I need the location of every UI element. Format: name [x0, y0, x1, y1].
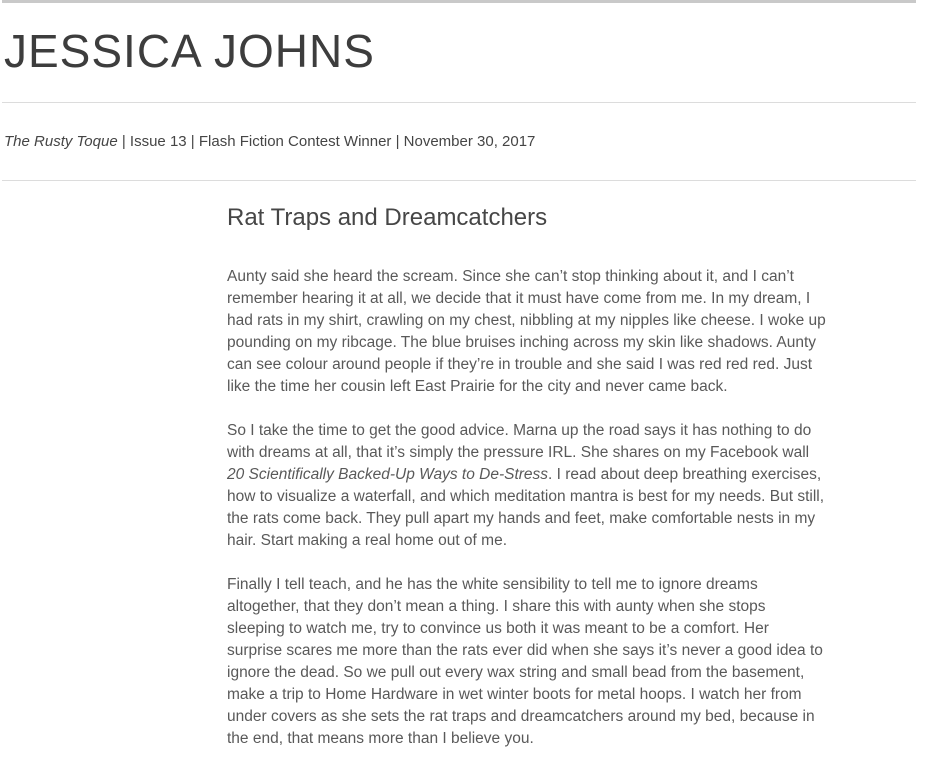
story-paragraph-2 — [227, 420, 827, 552]
story-paragraph-3 — [227, 574, 827, 750]
paragraph-text: . I read about deep breathing exercises, how to visualize a waterfall, and which meditation mantra is best for my needs. But still, the rats come back. They pull apart my hands and feet, make comfortable nests in my hair. Start making a real home out of me. — [227, 465, 825, 549]
publication-meta — [2, 103, 916, 180]
story-body — [227, 266, 827, 750]
site-header — [2, 3, 916, 102]
publication-details: | Issue 13 | Flash Fiction Contest Winner | November 30, 2017 — [117, 132, 536, 150]
meta-divider — [2, 180, 916, 181]
paragraph-text: Finally I tell teach, and he has the white sensibility to tell me to ignore dreams altogether, that they don’t mean a thing. I share this with aunty when she stops sleeping to watch me, try to convince us both it was meant to be a comfort. Her surprise scares me more than the rats ever did when she says it’s never a good idea to ignore the dead. So we pull out every wax string and small bead from the basement, make a trip to Home Hardware in wet winter boots for metal hoops. I watch her from under covers as she sets the rat traps and dreamcatchers around my bed, because in the end, that means more than I believe you. — [227, 575, 823, 747]
paragraph-text: So I take the time to get the good advice. Marna up the road says it has nothing to do with dreams at all, that it’s simply the pressure IRL. She shares on my Facebook wall — [227, 421, 812, 461]
page — [2, 0, 916, 784]
article — [227, 203, 827, 784]
site-title: JESSICA JOHNS — [4, 25, 375, 77]
article-title: Rat Traps and Dreamcatchers — [227, 203, 548, 231]
italicized-article-title-mention: 20 Scientifically Backed-Up Ways to De-Stress — [227, 465, 549, 483]
publication-name: The Rusty Toque — [4, 132, 118, 150]
story-paragraph-1 — [227, 266, 827, 398]
paragraph-text: Aunty said she heard the scream. Since she can’t stop thinking about it, and I can’t remember hearing it at all, we decide that it must have come from me. In my dream, I had rats in my shirt, crawling on my chest, nibbling at my nipples like cheese. I woke up pounding on my ribcage. The blue bruises inching across my skin like shadows. Aunty can see colour around people if they’re in trouble and she said I was red red red. Just like the time her cousin left East Prairie for the city and never came back. — [227, 267, 826, 395]
